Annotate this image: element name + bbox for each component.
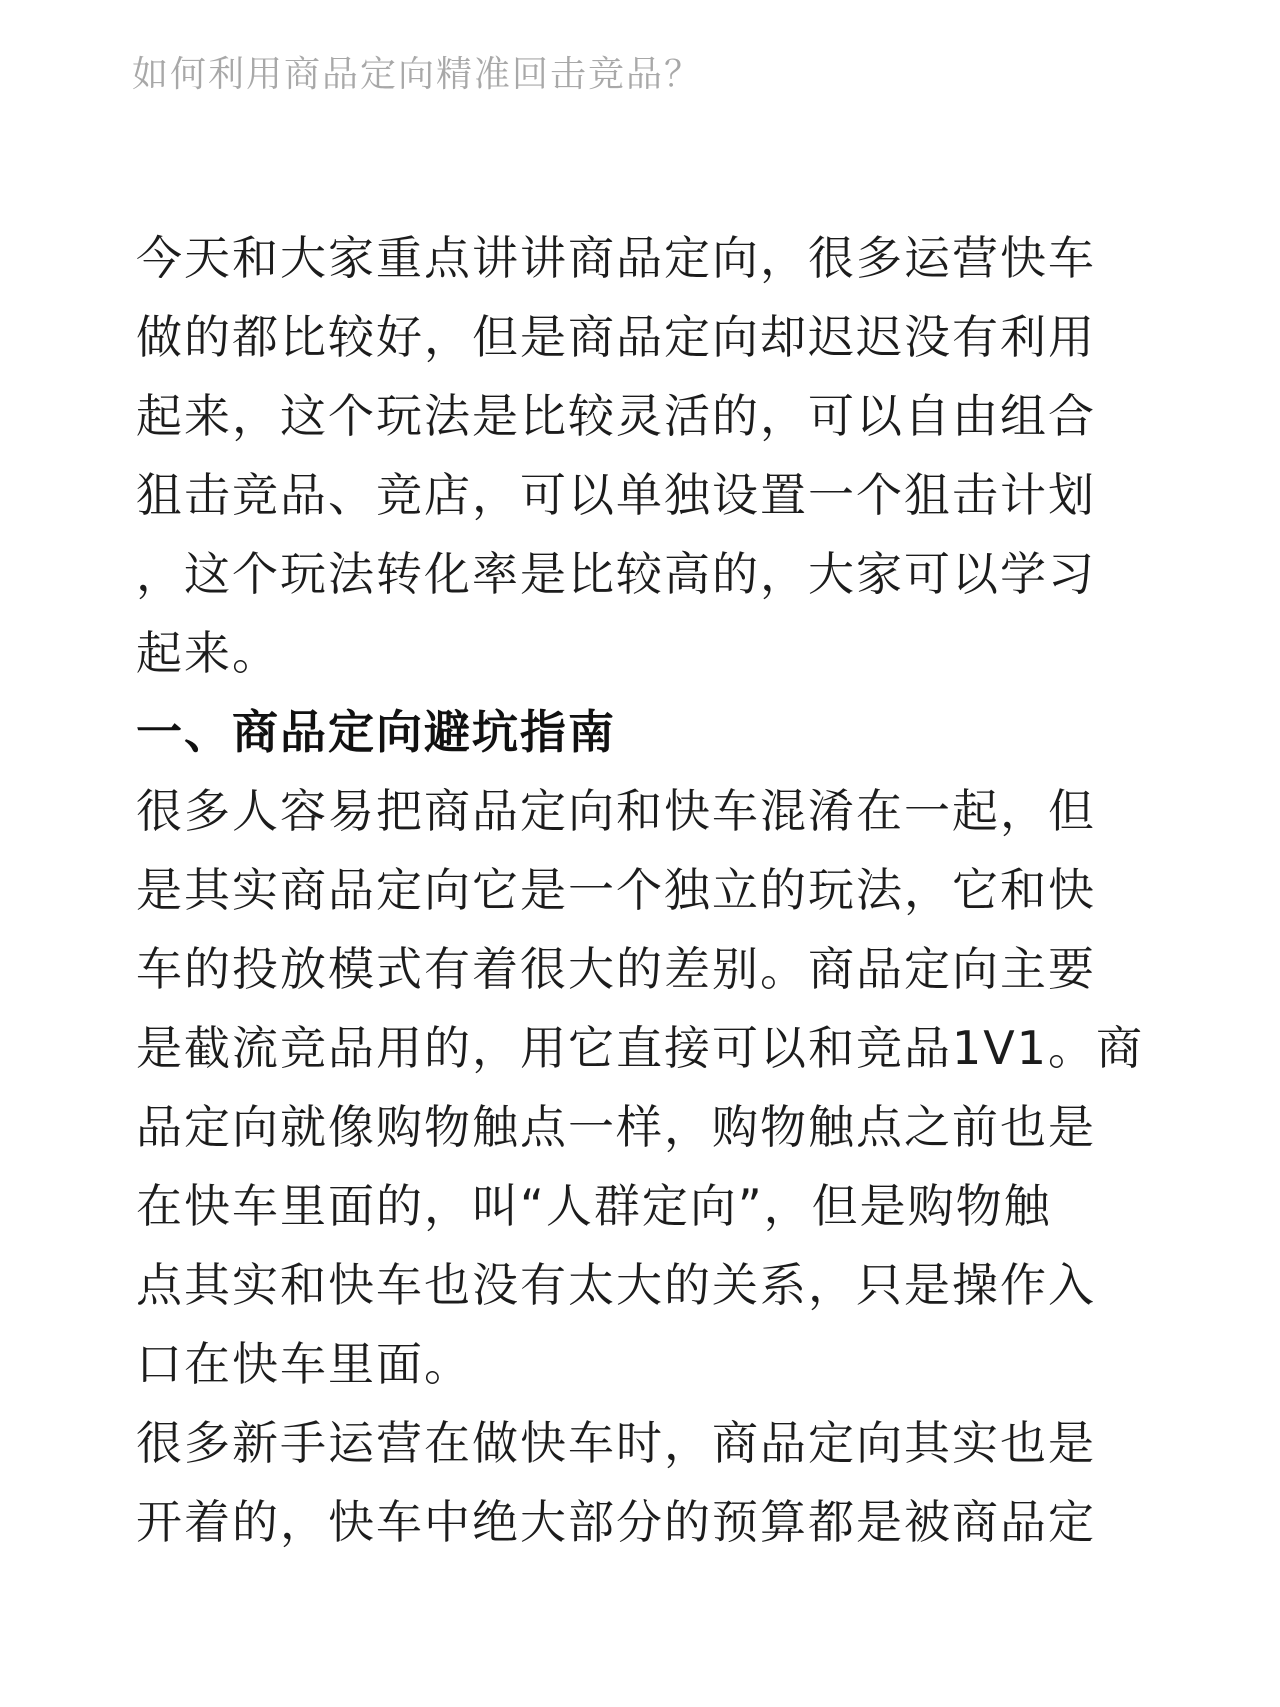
paragraph3-line: 开着的，快车中绝大部分的预算都是被商品定 bbox=[136, 1495, 1096, 1549]
section-line: 车的投放模式有着很大的差别。商品定向主要 bbox=[136, 942, 1096, 996]
section-line: 口在快车里面。 bbox=[136, 1337, 472, 1391]
intro-line: 今天和大家重点讲讲商品定向，很多运营快车 bbox=[136, 231, 1096, 285]
page-title: 如何利用商品定向精准回击竞品？ bbox=[132, 54, 703, 95]
paragraph3-line: 很多新手运营在做快车时，商品定向其实也是 bbox=[136, 1416, 1096, 1470]
section-line: 是其实商品定向它是一个独立的玩法，它和快 bbox=[136, 863, 1096, 917]
intro-line: 狙击竞品、竞店，可以单独设置一个狙击计划 bbox=[136, 468, 1096, 522]
intro-line: 起来，这个玩法是比较灵活的，可以自由组合 bbox=[136, 389, 1096, 443]
section-heading: 一、商品定向避坑指南 bbox=[136, 705, 616, 759]
section-line: 品定向就像购物触点一样，购物触点之前也是 bbox=[136, 1100, 1096, 1154]
section-line: 在快车里面的，叫“人群定向”，但是购物触 bbox=[136, 1179, 1052, 1233]
section-line: 是截流竞品用的，用它直接可以和竞品1V1。商 bbox=[136, 1021, 1145, 1075]
intro-line: ，这个玩法转化率是比较高的，大家可以学习 bbox=[136, 547, 1096, 601]
section-line: 很多人容易把商品定向和快车混淆在一起，但 bbox=[136, 784, 1096, 838]
article-body bbox=[136, 219, 1176, 1562]
section-line: 点其实和快车也没有太大的关系，只是操作入 bbox=[136, 1258, 1096, 1312]
intro-line: 起来。 bbox=[136, 626, 280, 680]
intro-line: 做的都比较好，但是商品定向却迟迟没有利用 bbox=[136, 310, 1096, 364]
